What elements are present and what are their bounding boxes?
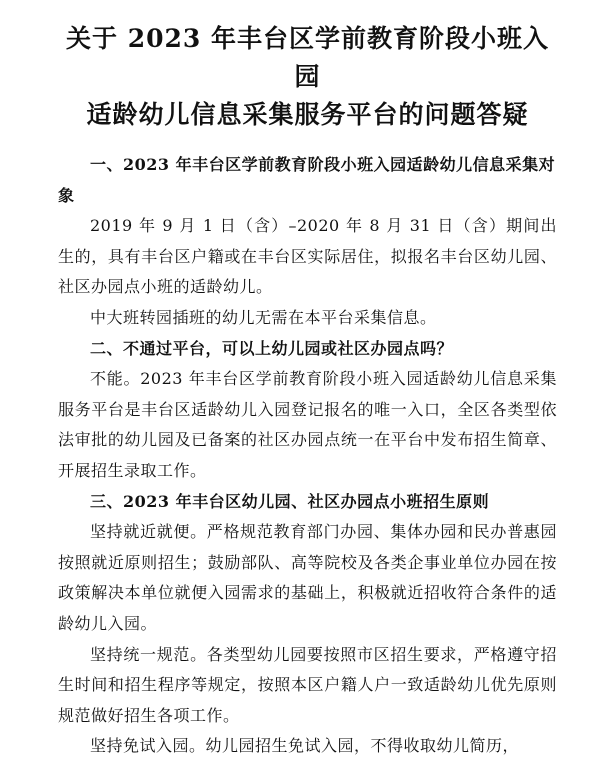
title-line-2: 适龄幼儿信息采集服务平台的问题答疑 (86, 100, 529, 129)
paragraph: 不能。2023 年丰台区学前教育阶段小班入园适龄幼儿信息采集服务平台是丰台区适龄幼儿入园登记报名的唯一入口，全区各类型依法审批的幼儿园及已备案的社区办园点统一在平台中发布招生简章、开展招生录取工作。 (58, 369, 557, 480)
section-heading: 二、不通过平台，可以上幼儿园或社区办园点吗？ (90, 338, 454, 358)
paragraph: 坚持免试入园。幼儿园招生免试入园，不得收取幼儿简历， (90, 736, 520, 756)
section-heading: 一、2023 年丰台区学前教育阶段小班入园适龄幼儿信息采集对象 (58, 155, 556, 205)
title-line-1: 关于 2023 年丰台区学前教育阶段小班入园 (66, 24, 549, 91)
paragraph: 中大班转园插班的幼儿无需在本平台采集信息。 (90, 307, 437, 327)
paragraph: 坚持统一规范。各类型幼儿园要按照市区招生要求，严格遵守招生时间和招生程序等规定，按照本区户籍人户一致适龄幼儿优先原则规范做好招生各项工作。 (58, 644, 557, 725)
document-title (58, 20, 557, 134)
document-body (58, 150, 557, 762)
paragraph: 2019 年 9 月 1 日（含）–2020 年 8 月 31 日（含）期间出生的，具有丰台区户籍或在丰台区实际居住，拟报名丰台区幼儿园、社区办园点小班的适龄幼儿。 (58, 216, 557, 297)
paragraph: 坚持就近就便。严格规范教育部门办园、集体办园和民办普惠园按照就近原则招生；鼓励部队、高等院校及各类企事业单位办园在按政策解决本单位就便入园需求的基础上，积极就近招收符合条件的适龄幼儿入园。 (58, 522, 557, 633)
section-heading: 三、2023 年丰台区幼儿园、社区办园点小班招生原则 (90, 491, 490, 511)
